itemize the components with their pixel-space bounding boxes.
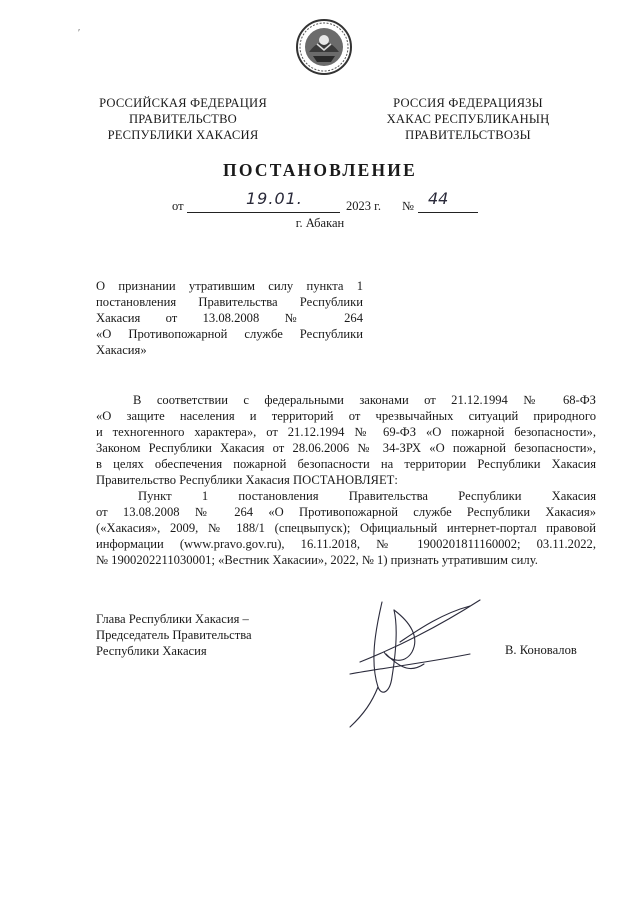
number-label: №: [402, 199, 414, 213]
body-line: В соответствии с федеральными законами от 21.12.1994 № 68-ФЗ: [133, 393, 596, 407]
from-label: от: [172, 199, 184, 213]
body-line: Правительство Республики Хакасия ПОСТАНОВЛЯЕТ:: [96, 473, 398, 487]
body-line: № 1900202211030001; «Вестник Хакасии», 2022, № 1) признать утратившим силу.: [96, 553, 538, 567]
subject-line: постановления Правительства Республики: [96, 295, 363, 309]
city: г. Абакан: [295, 216, 345, 230]
header-left: [88, 95, 278, 143]
year-label: 2023 г.: [346, 199, 381, 213]
header-right-line-1: РОССИЯ ФЕДЕРАЦИЯЗЫ: [393, 96, 543, 110]
subject-line: «О Противопожарной службе Республики: [96, 327, 363, 341]
coat-of-arms-seal-icon: [295, 18, 353, 76]
handwritten-signature: [320, 592, 490, 732]
signatory-name: В. Коновалов: [505, 643, 577, 657]
handwritten-number: 44: [428, 189, 449, 208]
header-left-line-2: ПРАВИТЕЛЬСТВО: [129, 112, 237, 126]
signatory-title-line: Глава Республики Хакасия –: [96, 612, 249, 626]
body-line: Законом Республики Хакасия от 28.06.2006 № 34-ЗРХ «О пожарной безопасности»,: [96, 441, 596, 455]
body-line: и техногенного характера», от 21.12.1994 № 69-ФЗ «О пожарной безопасности»,: [96, 425, 596, 439]
handwritten-date: 19.01.: [246, 189, 303, 208]
number-underline: [418, 212, 478, 213]
body-line: информации (www.pravo.gov.ru), 16.11.2018, № 1900201811160002; 03.11.2022,: [96, 537, 596, 551]
signatory-title: [96, 611, 286, 659]
subject-block: [96, 278, 363, 358]
subject-line: Хакасия от 13.08.2008 № 264: [96, 311, 363, 325]
dateline: [0, 189, 640, 217]
body-text: [96, 392, 596, 568]
body-line: в целях обеспечения пожарной безопасности на территории Республики Хакасия: [96, 457, 596, 471]
header-left-line-3: РЕСПУБЛИКИ ХАКАСИЯ: [107, 128, 259, 142]
document-title: ПОСТАНОВЛЕНИЕ: [223, 160, 417, 180]
header-left-line-1: РОССИЙСКАЯ ФЕДЕРАЦИЯ: [99, 96, 267, 110]
header-right: [368, 95, 568, 143]
subject-line: Хакасия»: [96, 343, 147, 357]
body-line: «О защите населения и территорий от чрезвычайных ситуаций природного: [96, 409, 596, 423]
header-right-line-2: ХАКАС РЕСПУБЛИКАНЫҢ: [386, 112, 550, 126]
body-line: Пункт 1 постановления Правительства Республики Хакасия: [138, 489, 596, 503]
header-right-line-3: ПРАВИТЕЛЬСТВОЗЫ: [405, 128, 531, 142]
scan-mark: ′: [78, 28, 81, 39]
signatory-title-line: Республики Хакасия: [96, 644, 207, 658]
subject-line: О признании утратившим силу пункта 1: [96, 279, 363, 293]
signatory-title-line: Председатель Правительства: [96, 628, 252, 642]
date-underline: [187, 212, 340, 213]
body-line: («Хакасия», 2009, № 188/1 (спецвыпуск); Официальный интернет-портал правовой: [96, 521, 596, 535]
body-line: от 13.08.2008 № 264 «О Противопожарной службе Республики Хакасия»: [96, 505, 596, 519]
